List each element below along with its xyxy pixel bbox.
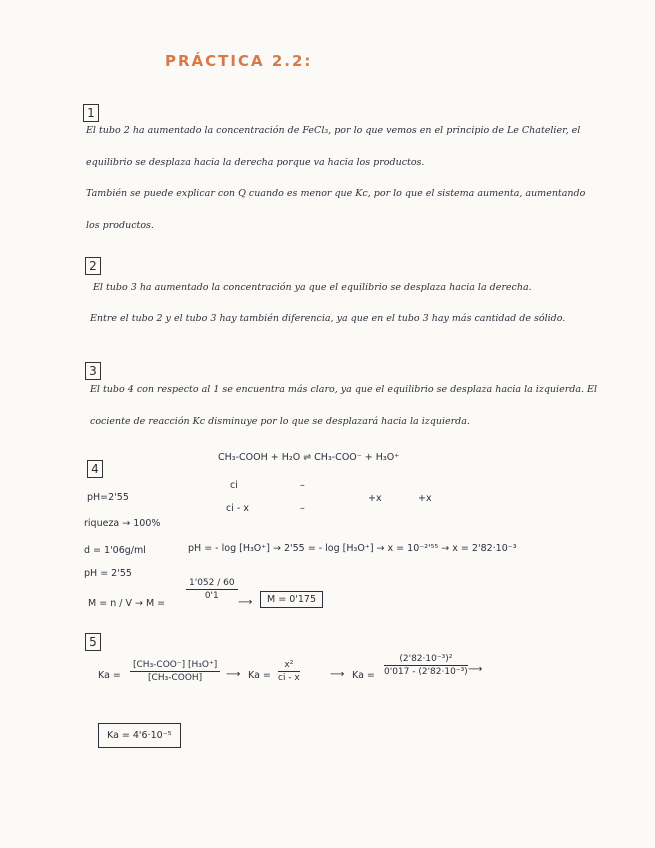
- ka-label-2: Ka =: [248, 670, 271, 681]
- ka-fraction-3: [384, 654, 468, 677]
- section-3-line-1: El tubo 4 con respecto al 1 se encuentra más claro, ya que el equilibrio se desplaza hacia la izquierda. El: [90, 384, 597, 395]
- ka-f2-numerator: x²: [278, 660, 300, 672]
- molarity-denominator: 0'1: [204, 591, 219, 601]
- reaction-equation: CH₃-COOH + H₂O ⇌ CH₃-COO⁻ + H₃O⁺: [218, 452, 400, 463]
- ka-f2-denominator: ci - x: [278, 673, 300, 683]
- section-5-number: 5: [85, 633, 101, 651]
- section-1-line-3: También se puede explicar con Q cuando es menor que Kc, por lo que el sistema aumenta, aumentando: [86, 188, 586, 199]
- arrow-icon: ⟶: [238, 597, 253, 608]
- ka-label-3: Ka =: [352, 670, 375, 681]
- row-ci-dash: –: [300, 480, 305, 491]
- row-plus-x-2: +x: [418, 493, 432, 504]
- section-1-number: 1: [83, 104, 99, 122]
- density: d = 1'06g/ml: [84, 545, 146, 556]
- ka-f3-numerator: (2'82·10⁻³)²: [384, 654, 468, 666]
- section-3-number: 3: [85, 362, 101, 380]
- ph-given-2: pH = 2'55: [84, 568, 132, 579]
- arrow-icon: ⟶: [226, 669, 241, 680]
- arrow-icon: ⟶: [330, 669, 345, 680]
- ka-f1-numerator: [CH₃-COO⁻] [H₃O⁺]: [130, 660, 220, 672]
- page-title: PRÁCTICA 2.2:: [165, 52, 313, 70]
- row-plus-x-1: +x: [368, 493, 382, 504]
- ka-f1-denominator: [CH₃-COOH]: [148, 673, 203, 683]
- section-1-line-1: El tubo 2 ha aumentado la concentración de FeCl₃, por lo que vemos en el principio de Le Chatelier, el: [86, 125, 581, 136]
- section-2-number: 2: [85, 257, 101, 275]
- row-ci: ci: [230, 480, 238, 491]
- section-1-line-4: los productos.: [86, 220, 154, 231]
- row-cix-dash: –: [300, 503, 305, 514]
- ka-result-box: Ka = 4'6·10⁻⁵: [98, 723, 181, 748]
- section-4-number: 4: [87, 460, 103, 478]
- ka-fraction-1: [130, 660, 220, 683]
- molarity-result-box: M = 0'175: [260, 591, 323, 608]
- ph-equation: pH = - log [H₃O⁺] → 2'55 = - log [H₃O⁺] → x = 10⁻²'⁵⁵ → x = 2'82·10⁻³: [188, 543, 517, 554]
- molarity-fraction: [186, 578, 238, 601]
- ka-f3-denominator: 0'017 - (2'82·10⁻³): [384, 667, 468, 677]
- section-2-line-2: Entre el tubo 2 y el tubo 3 hay también diferencia, ya que en el tubo 3 hay más cantidad de sólido.: [90, 313, 566, 324]
- molarity-numerator: 1'052 / 60: [186, 578, 238, 590]
- ka-label-1: Ka =: [98, 670, 121, 681]
- section-1-line-2: equilibrio se desplaza hacia la derecha porque va hacia los productos.: [86, 157, 425, 168]
- section-2-line-1: El tubo 3 ha aumentado la concentración ya que el equilibrio se desplaza hacia la derecha.: [93, 282, 532, 293]
- ka-fraction-2: [278, 660, 300, 683]
- ph-given: pH=2'55: [87, 492, 129, 503]
- section-3-line-2: cociente de reacción Kc disminuye por lo que se desplazará hacia la izquierda.: [90, 416, 470, 427]
- row-cix: ci - x: [226, 503, 249, 514]
- molarity-formula: M = n / V → M =: [88, 598, 166, 609]
- arrow-icon: ⟶: [468, 664, 483, 675]
- riqueza: riqueza → 100%: [84, 518, 161, 529]
